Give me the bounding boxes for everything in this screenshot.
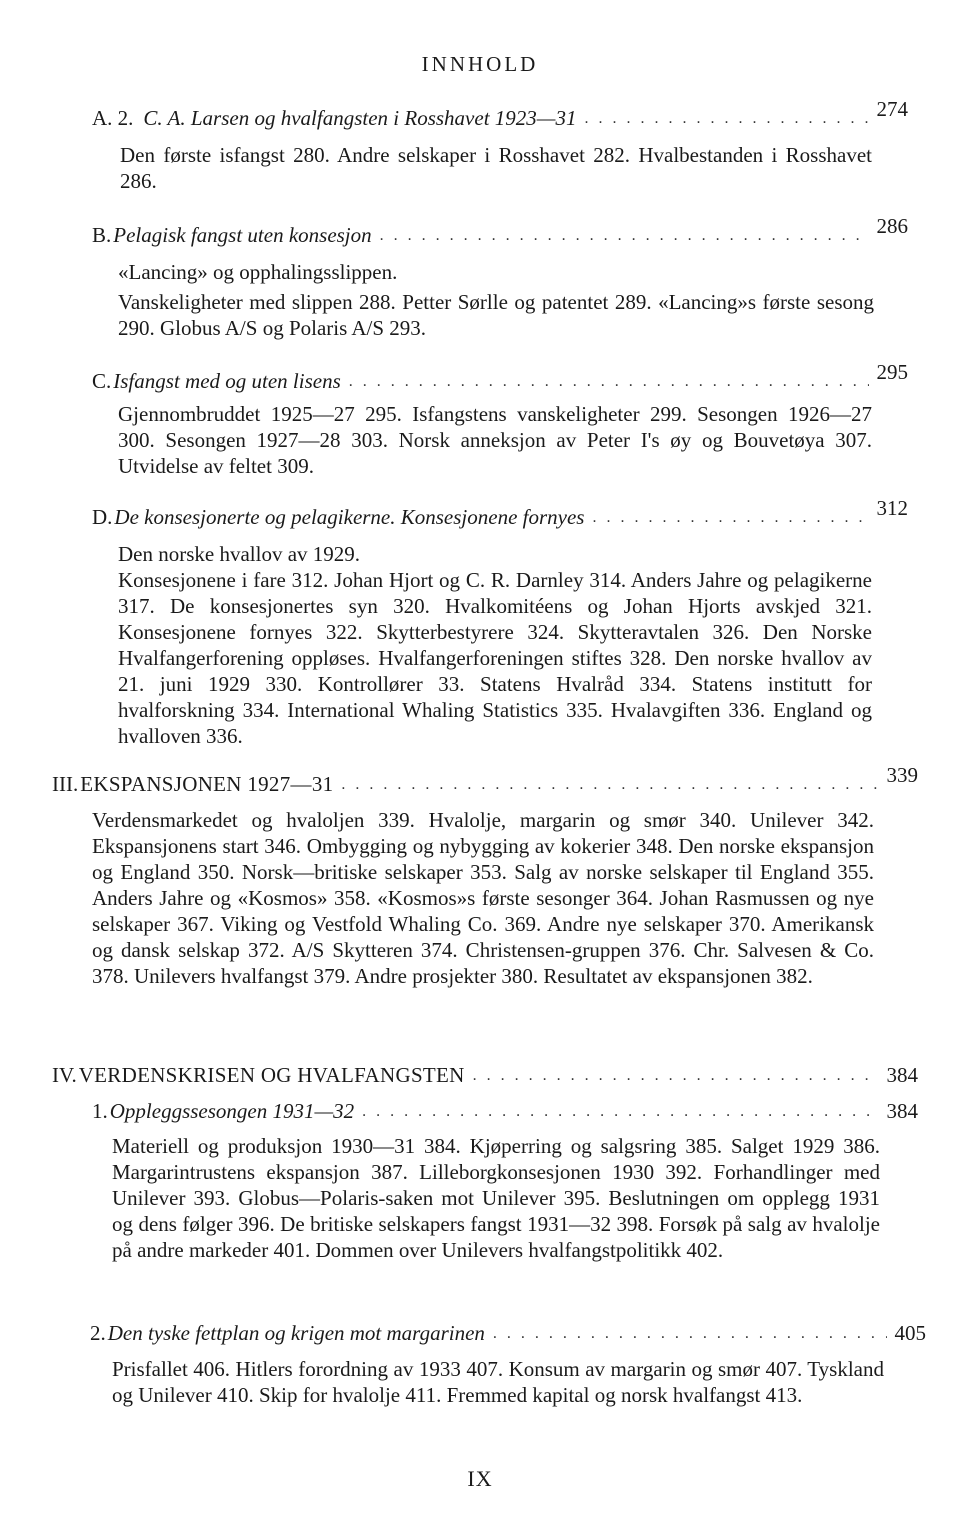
- toc-entry-iii: [52, 763, 918, 800]
- entry-page-number: 339: [886, 763, 918, 787]
- leader-dots: [349, 369, 869, 395]
- entry-label: C.: [92, 369, 112, 393]
- entry-label: IV.: [52, 1063, 77, 1087]
- entry-description: Den første isfangst 280. Andre selskaper i Rosshavet 282. Hvalbestanden i Rosshavet 286.: [120, 143, 872, 193]
- leader-dots: [584, 106, 868, 132]
- entry-page-number: 286: [876, 214, 908, 238]
- entry-heading: EKSPANSJONEN 1927—31: [80, 772, 334, 796]
- entry-label: D.: [92, 505, 113, 529]
- leader-dots: [493, 1321, 887, 1347]
- entry-description: Gjennombruddet 1925—27 295. Isfangstens vanskeligheter 299. Sesongen 1926—27 300. Sesongen 1927—28 303. Norsk anneksjon av Peter I's øy og Bouvetøya 307. Utvidelse av feltet 309.: [118, 402, 872, 478]
- entry-heading: C. A. Larsen og hvalfangsten i Rosshavet 1923—31: [143, 106, 577, 130]
- entry-page-number: 405: [894, 1321, 926, 1345]
- entry-description: Materiell og produksjon 1930—31 384. Kjøperring og salgsring 385. Salget 1929 386. Margarintrustens ekspansjon 387. Lilleborgkonsesjonen 1930 392. Forhandlinger med Unilever 393. Globus—Polaris-saken mot Unilever 395. Beslutningen om opplegg 1931 og dens følger 396. De britiske selskapers fangst 1931—32 398. Forsøk på salg av hvalolje på andre markeder 401. Dommen over Unilevers hvalfangstpolitikk 402.: [112, 1134, 880, 1262]
- entry-description: Prisfallet 406. Hitlers forordning av 1933 407. Konsum av margarin og smør 407. Tyskland og Unilever 410. Skip for hvalolje 411. Fremmed kapital og norsk hvalfangst 413.: [112, 1357, 884, 1407]
- entry-heading: Pelagisk fangst uten konsesjon: [113, 223, 372, 247]
- entry-heading: Den tyske fettplan og krigen mot margarinen: [107, 1321, 485, 1345]
- entry-label: III.: [52, 772, 79, 796]
- leader-dots: [380, 223, 869, 249]
- entry-page-number: 384: [886, 1063, 918, 1087]
- entry-page-number: 384: [886, 1099, 918, 1123]
- entry-label: 1.: [92, 1099, 108, 1123]
- toc-entry-c: [92, 360, 908, 397]
- toc-entry-iv-1: [92, 1098, 918, 1127]
- entry-description-line: Vanskeligheter med slippen 288. Petter Sørlle og patentet 289. «Lancing»s første sesong 290. Globus A/S og Polaris A/S 293.: [118, 290, 874, 340]
- toc-entry-a2: [92, 97, 908, 134]
- page-title: INNHOLD: [421, 52, 539, 76]
- leader-dots: [473, 1063, 879, 1089]
- leader-dots: [341, 772, 878, 798]
- entry-page-number: 295: [876, 360, 908, 384]
- entry-page-number: 312: [876, 496, 908, 520]
- entry-label: A. 2.: [92, 106, 134, 130]
- entry-label: B.: [92, 223, 112, 247]
- entry-description-line: Den norske hvallov av 1929.: [118, 542, 361, 566]
- toc-entry-iv-2: [90, 1320, 926, 1349]
- entry-description: Verdensmarkedet og hvaloljen 339. Hvalolje, margarin og smør 340. Unilever 342. Ekspansjonens start 346. Ombygging og nybygging av kokerier 348. Den norske ekspansjon og England 350. Norsk—britiske selskaper 353. Salg av norske selskaper til England 355. Anders Jahre og «Kosmos» 358. «Kosmos»s første sesonger 364. Johan Rasmussen og nye selskaper 367. Viking og Vestfold Whaling Co. 369. Andre nye selskaper 370. Amerikansk og dansk selskap 372. A/S Skytteren 374. Christensen-gruppen 376. Chr. Salvesen & Co. 378. Unilevers hvalfangst 379. Andre prosjekter 380. Resultatet av ekspansjonen 382.: [92, 808, 874, 988]
- entry-heading: De konsesjonerte og pelagikerne. Konsesjonene fornyes: [114, 505, 585, 529]
- page-folio: IX: [467, 1466, 493, 1491]
- leader-dots: [362, 1099, 878, 1125]
- toc-entry-iv: [52, 1062, 918, 1091]
- toc-entry-d: [92, 496, 908, 533]
- entry-description-line: «Lancing» og opphalingsslippen.: [118, 260, 398, 284]
- leader-dots: [592, 505, 868, 531]
- entry-page-number: 274: [876, 97, 908, 121]
- entry-heading: Isfangst med og uten lisens: [113, 369, 341, 393]
- entry-label: 2.: [90, 1321, 106, 1345]
- entry-description-line: Konsesjonene i fare 312. Johan Hjort og C. R. Darnley 314. Anders Jahre og pelagikerne 317. De konsesjonertes syn 320. Hvalkomitéens og Johan Hjorts avskjed 321. Konsesjonene fornyes 322. Skytterbestyrere 324. Skytteravtalen 326. Den Norske Hvalfangerforening oppløses. Hvalfangerforeningen stiftes 328. Den norske hvallov av 21. juni 1929 330. Kontrollører 33. Statens Hvalråd 334. Statens institutt for hvalforskning 334. International Whaling Statistics 335. Hvalavgiften 336. England og hvalloven 336.: [118, 568, 872, 748]
- entry-heading: VERDENSKRISEN OG HVALFANGSTEN: [78, 1063, 465, 1087]
- toc-entry-b: [92, 214, 908, 251]
- entry-heading: Oppleggssesongen 1931—32: [109, 1099, 355, 1123]
